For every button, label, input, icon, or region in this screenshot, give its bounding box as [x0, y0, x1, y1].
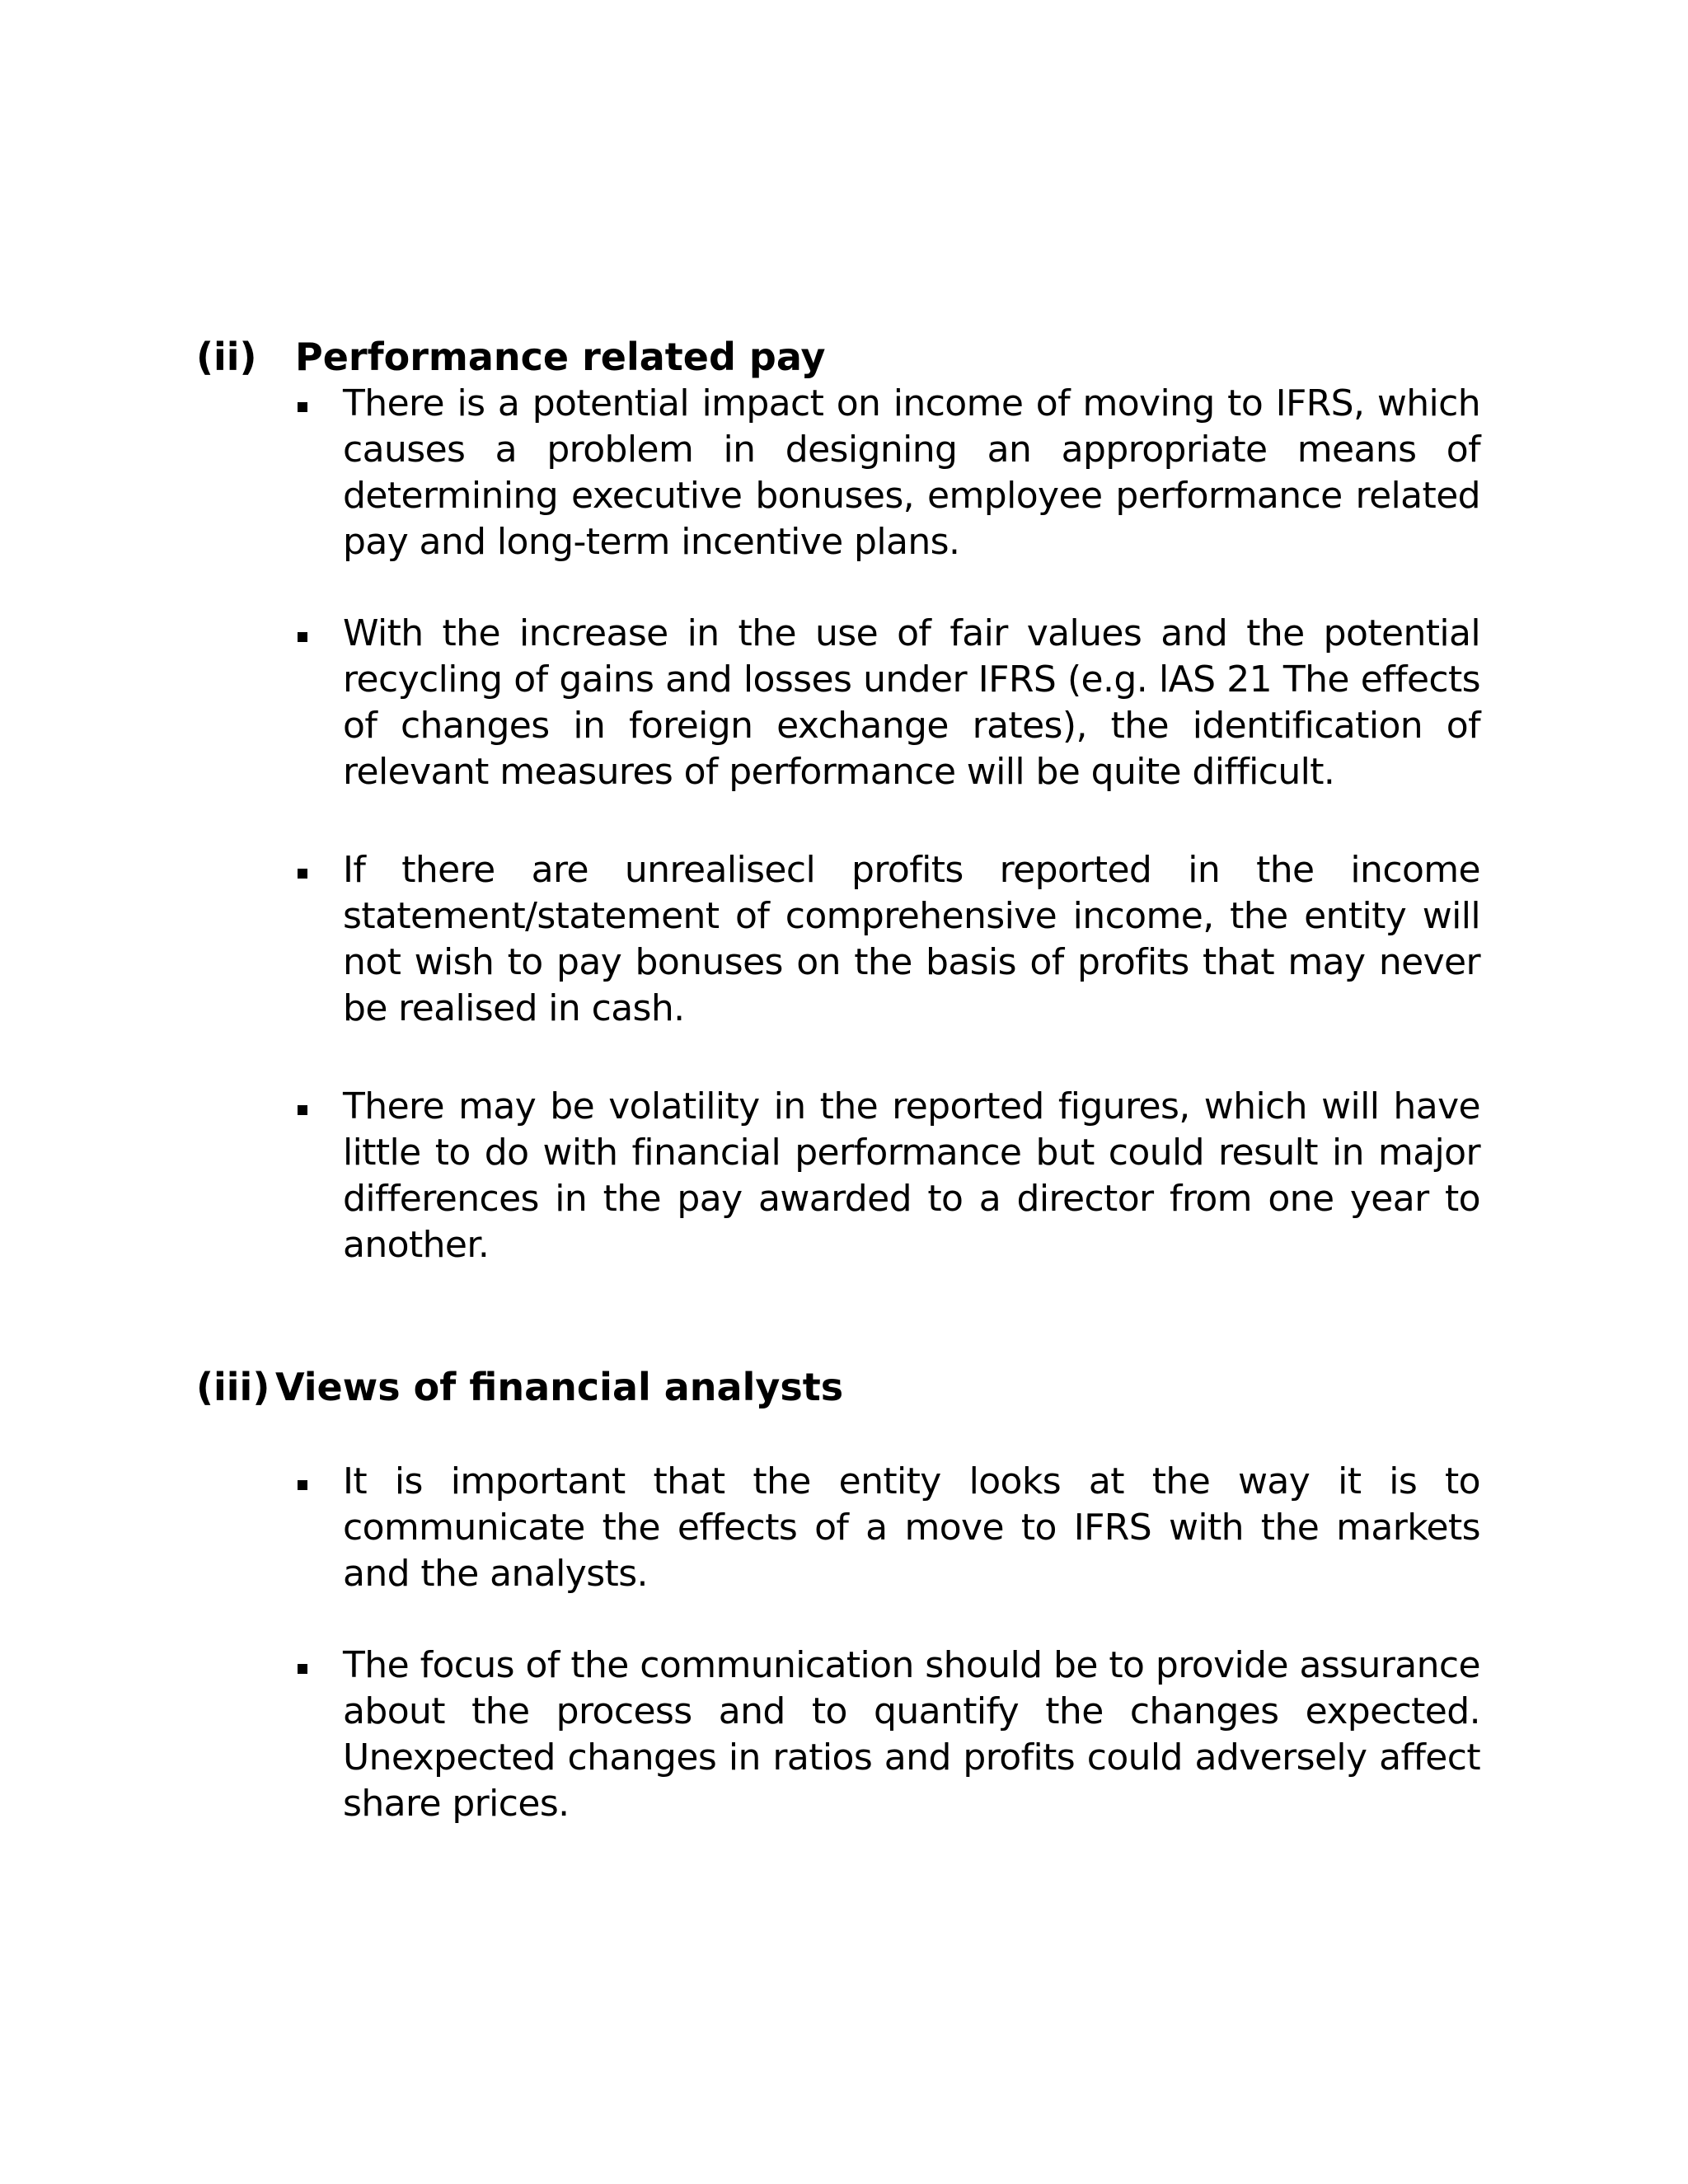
bullet-text: The focus of the communication should be to provide assurance about the process and to quantify the changes expected. Unexpected changes in ratios and profits could adversely affect share prices. [343, 1644, 1480, 1825]
bullet-text: There may be volatility in the reported figures, which will have little to do with financial performance but could result in major differences in the pay awarded to a director from one year to another. [343, 1085, 1480, 1266]
section-heading-iii [196, 1364, 843, 1410]
section-number: (ii) [196, 335, 257, 379]
square-bullet-icon [298, 1480, 307, 1490]
square-bullet-icon [298, 402, 307, 412]
square-bullet-icon [298, 1664, 307, 1674]
bullet-text: It is important that the entity looks at the way it is to communicate the effects of a move to IFRS with the markets and the analysts. [343, 1460, 1480, 1595]
bullet-text: If there are unrealisecl profits reported in the income statement/statement of comprehensive income, the entity will not wish to pay bonuses on the basis of profits that may never be realised in cash. [343, 849, 1480, 1029]
bullet-text: There is a potential impact on income of moving to IFRS, which causes a problem in designing an appropriate means of determining executive bonuses, employee performance related pay and long-term incentive plans. [343, 382, 1480, 563]
square-bullet-icon [298, 869, 307, 879]
section-number: (iii) [196, 1365, 270, 1409]
section-heading-ii [196, 334, 825, 380]
section-title: Performance related pay [295, 335, 826, 379]
section-title: Views of financial analysts [275, 1365, 844, 1409]
square-bullet-icon [298, 1105, 307, 1115]
bullet-text: With the increase in the use of fair values and the potential recycling of gains and losses under IFRS (e.g. lAS 21 The effects of changes in foreign exchange rates), the identification of relevant measures of performance will be quite difficult. [343, 612, 1480, 793]
square-bullet-icon [298, 632, 307, 642]
